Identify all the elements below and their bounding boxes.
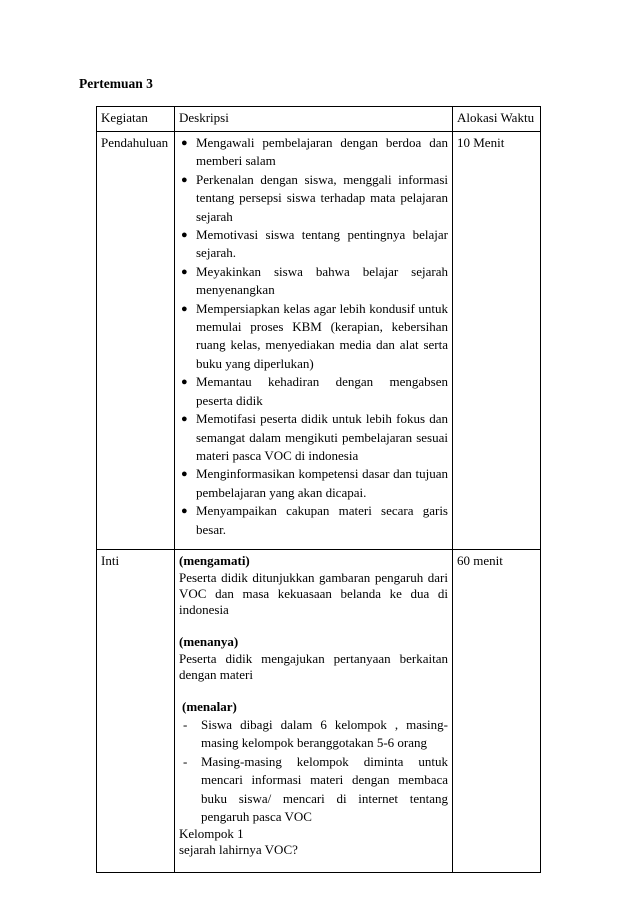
- header-kegiatan: Kegiatan: [97, 107, 175, 132]
- list-item: [179, 171, 448, 226]
- kelompok-label: Kelompok 1: [179, 826, 244, 842]
- section-menalar: [179, 698, 448, 858]
- section-title: (mengamati): [179, 552, 250, 568]
- list-item-text: Siswa dibagi dalam 6 kelompok , masing-masing kelompok beranggotakan 5-6 orang: [201, 716, 448, 751]
- kelompok-topic: sejarah lahirnya VOC?: [179, 842, 298, 858]
- page-heading: Pertemuan 3: [79, 76, 153, 91]
- list-item: [179, 300, 448, 374]
- bullet-icon: ●: [181, 468, 188, 481]
- list-item: [179, 134, 448, 171]
- header-deskripsi: Deskripsi: [175, 107, 453, 132]
- bullet-icon: ●: [181, 265, 188, 278]
- list-item-text: Menginformasikan kompetensi dasar dan tujuan pembelajaran yang akan dicapai.: [196, 466, 448, 500]
- cell-deskripsi: [175, 132, 453, 550]
- list-item-text: Menyampaikan cakupan materi secara garis besar.: [196, 503, 448, 537]
- list-item: [179, 373, 448, 410]
- section-menanya: [179, 633, 448, 683]
- bullet-icon: ●: [181, 137, 188, 149]
- header-alokasi-waktu: Alokasi Waktu: [453, 107, 541, 132]
- list-item: [179, 753, 448, 827]
- bullet-icon: ●: [181, 376, 188, 389]
- section-title: (menanya): [179, 633, 239, 649]
- list-item: [179, 716, 448, 753]
- section-title: (menalar): [182, 698, 237, 714]
- list-item: [179, 502, 448, 539]
- table-row-pendahuluan: [97, 132, 541, 550]
- bullet-icon: ●: [181, 413, 188, 426]
- list-item-text: Masing-masing kelompok diminta untuk mencari informasi materi dengan membaca buku siswa/ mencari di internet tentang pengaruh pasca VOC: [201, 753, 448, 824]
- menalar-list: [179, 716, 448, 826]
- table-row-inti: [97, 549, 541, 872]
- bullet-icon: ●: [181, 302, 188, 315]
- cell-deskripsi: [175, 549, 453, 872]
- cell-alokasi-waktu: 10 Menit: [453, 132, 541, 550]
- section-mengamati: [179, 552, 448, 618]
- list-item-text: Meyakinkan siswa bahwa belajar sejarah menyenangkan: [196, 263, 448, 298]
- list-item: [179, 410, 448, 465]
- lesson-plan-table: [96, 106, 541, 873]
- table-header-row: [97, 107, 541, 132]
- list-item: [179, 226, 448, 263]
- list-item-text: Mempersiapkan kelas agar lebih kondusif untuk memulai proses KBM (kerapian, kebersihan ruang kelas, menyediakan media dan alat serta buku yang diperlukan): [196, 300, 448, 371]
- dash-marker: -: [183, 753, 188, 769]
- bullet-icon: ●: [181, 173, 188, 186]
- list-item: [179, 465, 448, 502]
- list-item-text: Mengawali pembelajaran dengan berdoa dan memberi salam: [196, 135, 448, 169]
- cell-kegiatan: Pendahuluan: [97, 132, 175, 550]
- cell-kegiatan: Inti: [97, 549, 175, 872]
- list-item: [179, 263, 448, 300]
- activity-bullet-list: [179, 134, 448, 539]
- bullet-icon: ●: [181, 229, 188, 242]
- cell-alokasi-waktu: 60 menit: [453, 549, 541, 872]
- section-text: Peserta didik mengajukan pertanyaan berkaitan dengan materi: [179, 650, 448, 682]
- dash-marker: -: [183, 716, 188, 732]
- list-item-text: Memotifasi peserta didik untuk lebih fokus dan semangat dalam mengikuti pembelajaran sesuai materi pasca VOC di indonesia: [196, 411, 448, 463]
- list-item-text: Perkenalan dengan siswa, menggali informasi tentang persepsi siswa terhadap mata pelajaran sejarah: [196, 171, 448, 224]
- list-item-text: Memotivasi siswa tentang pentingnya belajar sejarah.: [196, 227, 448, 261]
- bullet-icon: ●: [181, 505, 188, 518]
- section-text: Peserta didik ditunjukkan gambaran pengaruh dari VOC dan masa kekuasaan belanda ke dua di indonesia: [179, 569, 448, 617]
- list-item-text: Memantau kehadiran dengan mengabsen peserta didik: [196, 374, 448, 408]
